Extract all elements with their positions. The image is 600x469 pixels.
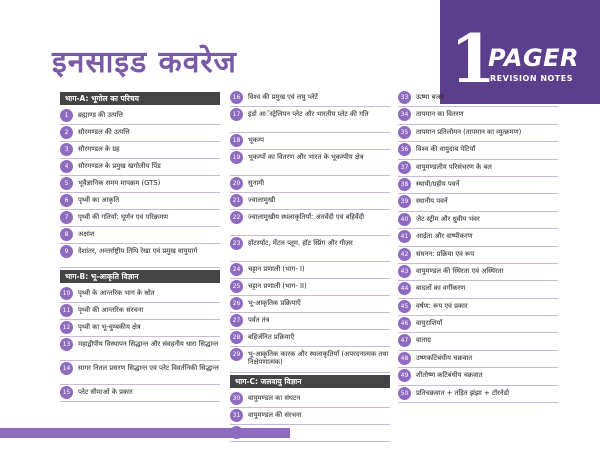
item-title: उष्णकटिबंधीय चक्रवात <box>416 353 473 362</box>
list-item[interactable] <box>398 125 558 142</box>
item-number: 27 <box>230 314 243 327</box>
item-title: वर्षण: रूप एवं प्रकार <box>416 301 468 310</box>
item-number: 46 <box>398 317 411 330</box>
item-title: बहिर्जनित प्रक्रियाएँ <box>248 333 295 341</box>
list-item[interactable] <box>230 150 390 176</box>
item-number: 16 <box>230 91 243 104</box>
list-item[interactable] <box>230 279 390 296</box>
item-number: 42 <box>398 248 411 261</box>
item-title: ऊष्मा बजट <box>416 93 444 101</box>
item-title: महाद्वीपीय विस्थापन सिद्धान्त और संवहनीय धारा सिद्धान्त <box>78 340 219 348</box>
list-item[interactable] <box>60 337 220 361</box>
item-title: वायुराशियाँ <box>416 319 443 328</box>
item-number: 40 <box>398 213 411 226</box>
item-title: हॉटस्पॉट, मेंटल प्लूम, हॉट स्प्रिंग और गीज़र <box>248 239 353 247</box>
item-title: बादलों का वर्गीकरण <box>416 284 466 293</box>
list-item[interactable] <box>60 385 220 402</box>
list-item[interactable] <box>398 107 558 124</box>
section-heading: भाग-C: जलवायु विज्ञान <box>230 375 390 388</box>
item-title: भूकम्प <box>248 136 265 144</box>
item-title: पर्वत तंत्र <box>248 316 270 324</box>
item-number: 50 <box>398 387 411 400</box>
item-title: विश्व की वायुदाब पेटियाँ <box>416 145 476 154</box>
list-item[interactable] <box>230 193 390 210</box>
item-number: 36 <box>398 143 411 156</box>
list-item[interactable] <box>230 296 390 313</box>
list-item[interactable] <box>230 330 390 347</box>
item-number: 23 <box>230 237 243 250</box>
item-title: ज्वालामुखी <box>248 196 276 204</box>
list-item[interactable] <box>60 244 220 268</box>
list-item[interactable] <box>60 286 220 303</box>
item-number: 17 <box>230 108 243 121</box>
item-title: चट्टान प्रणाली (भाग- II) <box>248 282 307 290</box>
section-heading: भाग-A: भूगोल का परिचय <box>60 92 220 105</box>
item-number: 22 <box>230 211 243 224</box>
column-1 <box>60 90 220 402</box>
list-item[interactable] <box>60 125 220 142</box>
list-item[interactable] <box>398 212 558 229</box>
item-number: 37 <box>398 161 411 174</box>
item-number: 8 <box>60 228 73 241</box>
list-item[interactable] <box>398 299 558 316</box>
list-item[interactable] <box>230 347 390 373</box>
list-item[interactable] <box>60 176 220 193</box>
page-title: इनसाइड कवरेज <box>52 45 237 80</box>
brand-logo <box>440 0 600 104</box>
list-item[interactable] <box>230 133 390 150</box>
item-number: 26 <box>230 297 243 310</box>
item-title: अक्षांश <box>78 230 95 238</box>
list-item[interactable] <box>230 176 390 193</box>
item-number: 4 <box>60 160 73 173</box>
item-number: 10 <box>60 287 73 300</box>
item-title: प्रतिचक्रवात + तड़ित झंझा + टॉरनेडो <box>416 388 509 397</box>
list-item[interactable] <box>398 142 558 159</box>
section-heading: भाग-B: भू-आकृति विज्ञान <box>60 270 220 283</box>
item-number: 30 <box>230 392 243 405</box>
item-number: 34 <box>398 108 411 121</box>
list-item[interactable] <box>60 193 220 210</box>
item-number: 29 <box>230 348 243 361</box>
item-number: 2 <box>60 126 73 139</box>
item-title: चट्टान प्रणाली (भाग- I) <box>248 265 305 273</box>
item-number: 35 <box>398 126 411 139</box>
item-number: 12 <box>60 321 73 334</box>
brand-number: 1 <box>450 20 496 98</box>
item-number: 6 <box>60 194 73 207</box>
list-item[interactable] <box>398 351 558 368</box>
item-number: 39 <box>398 195 411 208</box>
brand-name: PAGER <box>488 44 580 72</box>
item-number: 47 <box>398 334 411 347</box>
list-item[interactable] <box>398 160 558 177</box>
brand-subtitle: REVISION NOTES <box>490 74 573 83</box>
column-2 <box>230 90 390 442</box>
item-title: सुनामी <box>248 179 264 187</box>
list-item[interactable] <box>230 236 390 262</box>
item-number: 18 <box>230 134 243 147</box>
list-item[interactable] <box>60 361 220 385</box>
bottom-bar <box>0 428 290 438</box>
list-item[interactable] <box>398 90 558 107</box>
item-title: भूवैज्ञानिक समय मापक्रम (GTS) <box>78 179 161 187</box>
item-title: जेट स्ट्रीम और ध्रुवीय भंवर <box>416 214 480 223</box>
item-title: ब्रह्माण्ड की उत्पत्ति <box>78 111 123 119</box>
item-number: 7 <box>60 211 73 224</box>
list-item[interactable] <box>60 227 220 244</box>
item-number: 15 <box>60 386 73 399</box>
item-title: ज्वालामुखीय स्थलाकृतियाँ: अंतर्वेदी एवं बहिर्वेदी <box>248 213 364 221</box>
item-number: 38 <box>398 178 411 191</box>
item-title: स्थायी/ग्रहीय पवनें <box>416 179 460 188</box>
item-title: वायुमण्डल का संघटन <box>248 394 301 402</box>
item-title: सौरमण्डल की उत्पत्ति <box>78 128 130 136</box>
item-number: 24 <box>230 263 243 276</box>
list-item[interactable] <box>398 333 558 350</box>
item-title: प्लेट सीमाओं के प्रकार <box>78 388 133 396</box>
item-title: पृथ्वी का भू-चुम्बकीय क्षेत्र <box>78 323 141 331</box>
item-title: भू-आकृतिक प्रक्रियाएँ <box>248 299 301 307</box>
list-item[interactable] <box>398 281 558 298</box>
item-title: देशांतर, अन्तर्राष्ट्रीय तिथि रेखा एवं प्रमुख वायुमार्ग <box>78 247 198 255</box>
list-item[interactable] <box>398 264 558 281</box>
item-title: सागर नितल प्रसरण सिद्धान्त एवं प्लेट विवर्तनिकी सिद्धान्त <box>78 364 219 372</box>
item-number: 9 <box>60 245 73 258</box>
item-title: सौरमण्डल के ग्रह <box>78 145 120 153</box>
item-title: आर्द्रता और वाष्पीकरण <box>416 232 473 241</box>
item-number: 21 <box>230 194 243 207</box>
item-number: 19 <box>230 151 243 164</box>
item-title: शीतोष्ण कटिबंधीय चक्रवात <box>416 371 483 380</box>
list-item[interactable] <box>230 408 390 425</box>
item-title: वायुमण्डलीय परिसंचरण के बल <box>416 162 492 171</box>
item-title: वायुमण्डल की संरचना <box>248 411 302 419</box>
item-title: इंडो आॅस्ट्रेलियन प्लेट और भारतीय प्लेट की गति <box>248 110 369 118</box>
list-item[interactable] <box>60 159 220 176</box>
item-number: 13 <box>60 338 73 351</box>
list-item[interactable] <box>230 210 390 236</box>
item-title: स्थानीय पवनें <box>416 197 448 206</box>
list-item[interactable] <box>60 142 220 159</box>
list-item[interactable] <box>398 368 558 385</box>
item-title: पृथ्वी की गतियाँ: घूर्णन एवं परिक्रमण <box>78 213 169 221</box>
item-title: पृथ्वी का आकृति <box>78 196 120 204</box>
item-number: 28 <box>230 331 243 344</box>
item-number: 44 <box>398 282 411 295</box>
list-item[interactable] <box>60 320 220 337</box>
item-title: पृथ्वी की आन्तरिक संरचना <box>78 306 144 314</box>
item-title: भू-आकृतिक कारक और स्थलाकृतियाँ (अपरदनात्मक तथा निक्षेपणात्मक) <box>248 350 389 366</box>
item-title: तापमान का वितरण <box>416 110 464 119</box>
list-item[interactable] <box>60 303 220 320</box>
item-title: पृथ्वी के आन्तरिक भाग के स्रोत <box>78 289 155 297</box>
item-title: संघनन: प्रक्रिया एवं रूप <box>416 249 475 258</box>
item-title: तापमान प्रतिलोमन (तापमान का व्युत्क्रमण) <box>416 127 522 136</box>
item-number: 3 <box>60 143 73 156</box>
item-number: 1 <box>60 109 73 122</box>
item-number: 31 <box>230 409 243 422</box>
list-item[interactable] <box>230 90 390 107</box>
item-title: वायुमण्डल की स्थिरता एवं अस्थिरता <box>416 266 504 275</box>
list-item[interactable] <box>230 391 390 408</box>
item-number: 41 <box>398 230 411 243</box>
item-number: 25 <box>230 280 243 293</box>
list-item[interactable] <box>398 316 558 333</box>
column-3 <box>398 90 558 403</box>
item-number: 49 <box>398 369 411 382</box>
item-number: 20 <box>230 177 243 190</box>
item-number: 43 <box>398 265 411 278</box>
item-number: 14 <box>60 362 73 375</box>
item-title: सौरमण्डल के प्रमुख खगोलीय पिंड <box>78 162 161 170</box>
list-item[interactable] <box>398 229 558 246</box>
item-title: भूकम्पों का वितरण और भारत के भूकम्पीय क्षेत्र <box>248 153 364 161</box>
list-item[interactable] <box>230 313 390 330</box>
item-title: विश्व की प्रमुख एवं लघु प्लेटें <box>248 93 318 101</box>
list-item[interactable] <box>230 107 390 133</box>
list-item[interactable] <box>398 247 558 264</box>
list-item[interactable] <box>230 262 390 279</box>
list-item[interactable] <box>398 177 558 194</box>
item-title: वाताग्र <box>416 336 432 345</box>
list-item[interactable] <box>60 108 220 125</box>
item-number: 45 <box>398 300 411 313</box>
list-item[interactable] <box>398 386 558 403</box>
item-number: 33 <box>398 91 411 104</box>
list-item[interactable] <box>398 194 558 211</box>
item-number: 5 <box>60 177 73 190</box>
item-number: 11 <box>60 304 73 317</box>
list-item[interactable] <box>60 210 220 227</box>
item-number: 48 <box>398 352 411 365</box>
